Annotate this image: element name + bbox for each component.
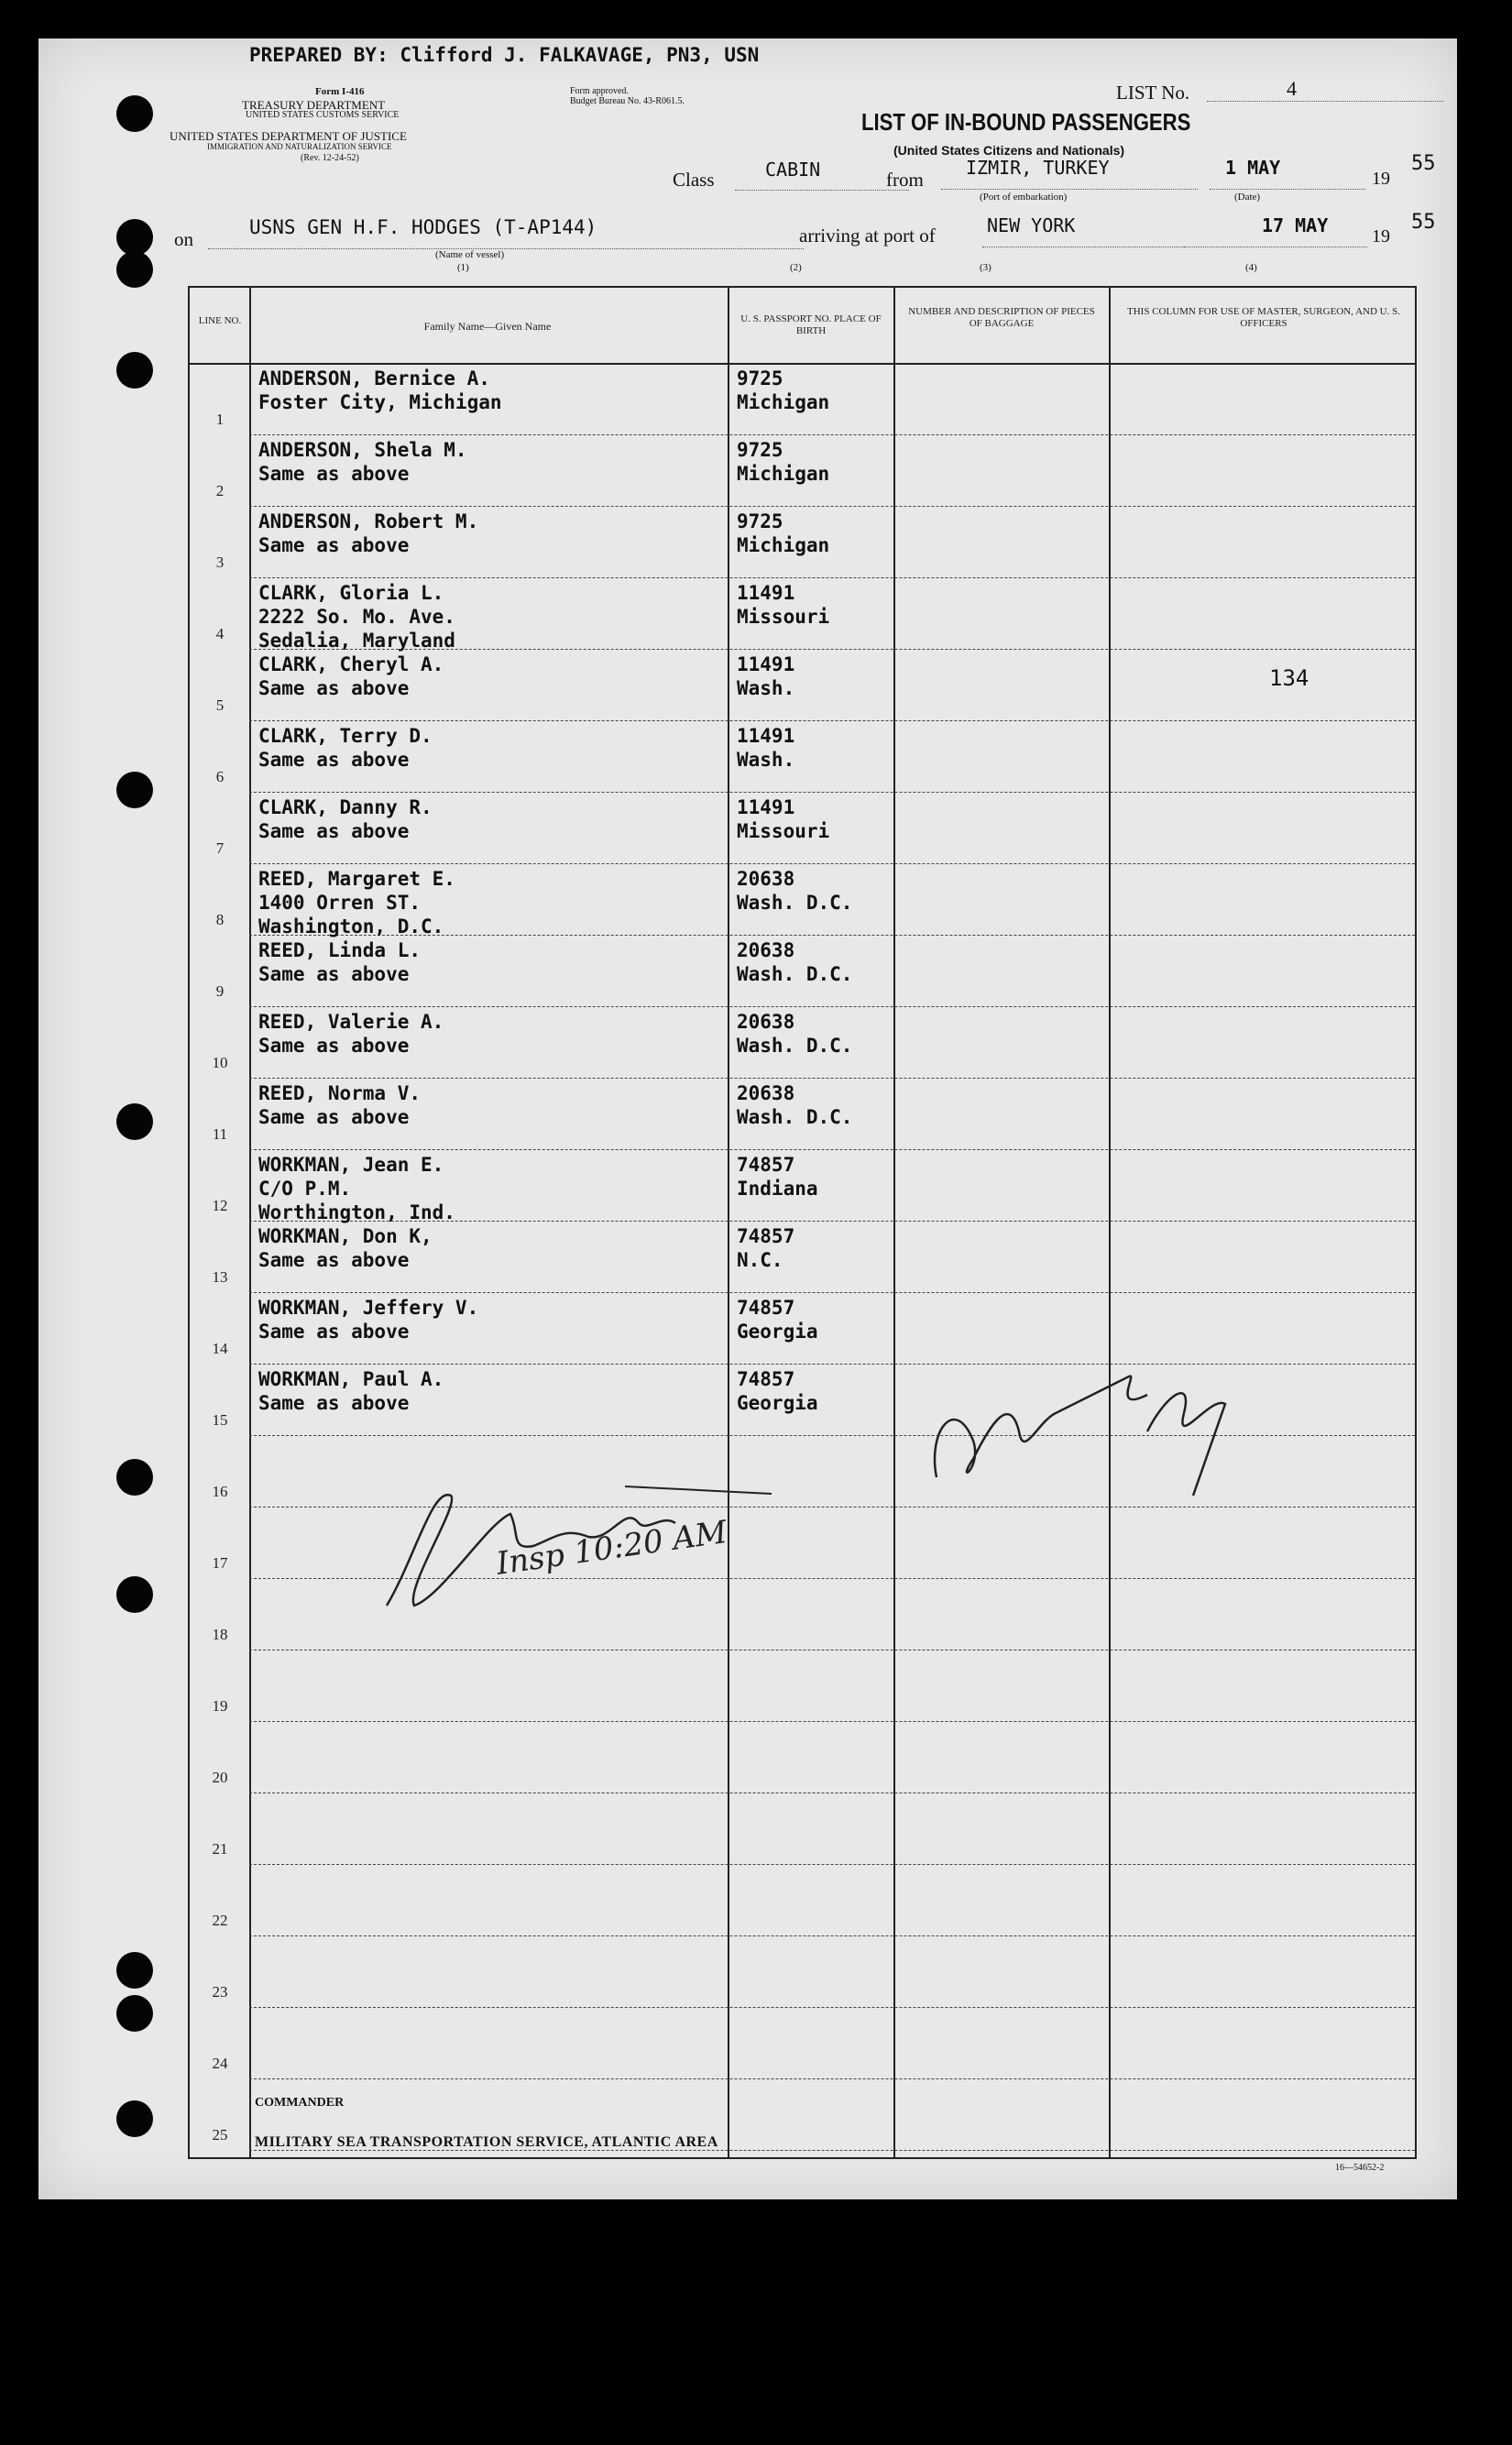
row-divider — [249, 1292, 1415, 1293]
passport-birthplace — [737, 867, 852, 915]
address-line: Same as above — [258, 1392, 410, 1414]
row-divider — [249, 1721, 1415, 1722]
passport-birthplace — [737, 795, 829, 843]
place-of-birth: Indiana — [737, 1178, 818, 1200]
passport-number: 11491 — [737, 653, 795, 675]
passenger-name — [258, 652, 444, 700]
row-divider — [249, 2007, 1415, 2008]
line-number: 19 — [212, 1697, 228, 1715]
row-divider — [249, 1078, 1415, 1079]
passport-number: 20638 — [737, 868, 795, 890]
year-1: 55 — [1411, 152, 1436, 175]
header-officers: THIS COLUMN FOR USE OF MASTER, SURGEON, AND U. S. OFFICERS — [1127, 306, 1400, 329]
address-line: Same as above — [258, 1106, 410, 1128]
line-number: 4 — [215, 625, 225, 642]
passport-number: 9725 — [737, 439, 783, 461]
family-given-name: CLARK, Gloria L. — [258, 582, 444, 604]
dept-customs: UNITED STATES CUSTOMS SERVICE — [246, 110, 400, 120]
passport-birthplace — [737, 1153, 818, 1201]
commander-title: COMMANDER — [255, 2096, 345, 2110]
list-subtitle: (United States Citizens and Nationals) — [893, 143, 1125, 158]
port-embarkation: IZMIR, TURKEY — [966, 157, 1110, 179]
passport-number: 11491 — [737, 725, 795, 747]
place-of-birth: Georgia — [737, 1321, 818, 1343]
family-given-name: REED, Margaret E. — [258, 868, 455, 890]
place-of-birth: Missouri — [737, 820, 830, 842]
row-divider — [249, 434, 1415, 435]
passport-birthplace — [737, 938, 852, 986]
passport-birthplace — [737, 1296, 818, 1343]
col-num-3: (3) — [980, 262, 992, 273]
address-line: Same as above — [258, 963, 410, 985]
passenger-name — [258, 1081, 421, 1129]
place-of-birth: Wash. — [737, 677, 795, 699]
passenger-name — [258, 1010, 444, 1058]
vessel-caption: (Name of vessel) — [435, 249, 505, 260]
line-number: 25 — [212, 2126, 228, 2143]
line-number: 23 — [212, 1983, 228, 2001]
family-given-name: REED, Norma V. — [258, 1082, 422, 1104]
line-number: 22 — [212, 1912, 228, 1929]
form-approved: Form approved. — [570, 86, 629, 96]
address-line: C/O P.M. — [258, 1178, 352, 1200]
passenger-name — [258, 938, 421, 986]
place-of-birth: Michigan — [737, 534, 830, 556]
row-divider — [249, 1006, 1415, 1007]
binder-hole — [116, 1103, 153, 1140]
col-num-1: (1) — [457, 262, 469, 273]
passenger-name — [258, 438, 467, 486]
class-label: Class — [673, 169, 715, 191]
address-line: Foster City, Michigan — [258, 391, 502, 413]
passenger-name — [258, 1296, 478, 1343]
line-number: 5 — [215, 696, 225, 714]
passport-number: 74857 — [737, 1154, 795, 1176]
passport-number: 20638 — [737, 1011, 795, 1033]
header-name: Family Name—Given Name — [423, 320, 552, 333]
binder-hole — [116, 95, 153, 132]
row-divider — [249, 2078, 1415, 2079]
binder-hole — [116, 1576, 153, 1613]
header-baggage: NUMBER AND DESCRIPTION OF PIECES OF BAGGAGE — [908, 306, 1095, 329]
address-line: Same as above — [258, 463, 410, 485]
passenger-name — [258, 581, 455, 652]
binder-hole — [116, 1459, 153, 1496]
class-value: CABIN — [765, 159, 821, 181]
binder-hole — [116, 2100, 153, 2137]
passport-number: 11491 — [737, 796, 795, 818]
passport-number: 20638 — [737, 1082, 795, 1104]
passport-number: 20638 — [737, 939, 795, 961]
list-title: LIST OF IN-BOUND PASSENGERS — [861, 108, 1191, 136]
header-passport: U. S. PASSPORT NO. PLACE OF BIRTH — [740, 313, 882, 336]
place-of-birth: Wash. — [737, 749, 795, 771]
line-number: 16 — [212, 1483, 228, 1500]
on-label: on — [174, 228, 193, 250]
place-of-birth: Missouri — [737, 606, 830, 628]
date-caption: (Date) — [1234, 192, 1261, 203]
form-number: Form I-416 — [315, 86, 365, 97]
line-number: 1 — [215, 411, 225, 428]
family-given-name: WORKMAN, Don K, — [258, 1225, 433, 1247]
binder-hole — [116, 1952, 153, 1989]
passport-number: 74857 — [737, 1297, 795, 1319]
binder-hole — [116, 772, 153, 808]
form-revision: (Rev. 12-24-52) — [301, 153, 359, 163]
place-of-birth: Michigan — [737, 391, 830, 413]
col-num-2: (2) — [790, 262, 802, 273]
place-of-birth: Michigan — [737, 463, 830, 485]
passport-birthplace — [737, 438, 829, 486]
family-given-name: REED, Valerie A. — [258, 1011, 444, 1033]
line-number: 24 — [212, 2055, 228, 2072]
passport-birthplace — [737, 652, 794, 700]
row-divider — [249, 1935, 1415, 1936]
family-given-name: CLARK, Terry D. — [258, 725, 433, 747]
passenger-name — [258, 724, 433, 772]
passport-birthplace — [737, 1081, 852, 1129]
line-number: 14 — [212, 1340, 228, 1357]
passenger-table — [188, 286, 1417, 2159]
passport-number: 9725 — [737, 510, 783, 532]
footer-print-code: 16—54652-2 — [1335, 2163, 1385, 2173]
address-line: Same as above — [258, 749, 410, 771]
year-prefix-2: 19 — [1372, 226, 1390, 247]
line-number: 7 — [215, 839, 225, 857]
list-no-label: LIST No. — [1116, 82, 1190, 104]
family-given-name: CLARK, Cheryl A. — [258, 653, 444, 675]
passport-birthplace — [737, 581, 829, 629]
address-line: Same as above — [258, 1321, 410, 1343]
passport-number: 74857 — [737, 1368, 795, 1390]
passport-birthplace — [737, 1224, 794, 1272]
row-divider — [249, 792, 1415, 793]
year-prefix-1: 19 — [1372, 169, 1390, 189]
handwritten-inspection-note: Insp 10:20 AM — [494, 1513, 729, 1583]
commander-org: MILITARY SEA TRANSPORTATION SERVICE, ATLANTIC AREA — [255, 2134, 718, 2150]
passenger-name — [258, 1224, 433, 1272]
line-number: 21 — [212, 1840, 228, 1858]
binder-hole — [116, 219, 153, 256]
line-number: 20 — [212, 1769, 228, 1786]
row-divider — [249, 506, 1415, 507]
binder-hole — [116, 251, 153, 288]
address-line: 1400 Orren ST. — [258, 892, 422, 914]
line-number: 18 — [212, 1626, 228, 1643]
passenger-name — [258, 795, 433, 843]
dept-justice: UNITED STATES DEPARTMENT OF JUSTICE — [170, 129, 407, 143]
officer-signature — [918, 1358, 1266, 1523]
line-number: 13 — [212, 1268, 228, 1286]
family-given-name: WORKMAN, Jeffery V. — [258, 1297, 479, 1319]
embark-date: 1 MAY — [1225, 157, 1281, 179]
place-of-birth: Georgia — [737, 1392, 818, 1414]
row-divider — [249, 1149, 1415, 1150]
port-embark-caption: (Port of embarkation) — [980, 192, 1068, 203]
row-divider — [249, 863, 1415, 864]
row-divider — [249, 577, 1415, 578]
address-line: Sedalia, Maryland — [258, 630, 455, 652]
line-number: 2 — [215, 482, 225, 499]
passenger-name — [258, 867, 455, 938]
line-number: 12 — [212, 1197, 228, 1214]
list-no-value: 4 — [1287, 77, 1297, 100]
family-given-name: ANDERSON, Bernice A. — [258, 367, 490, 389]
address-line: Same as above — [258, 677, 410, 699]
row-divider — [249, 720, 1415, 721]
passport-birthplace — [737, 724, 794, 772]
dept-treasury: TREASURY DEPARTMENT — [242, 98, 386, 112]
col-num-4: (4) — [1245, 262, 1257, 273]
address-line: Same as above — [258, 820, 410, 842]
place-of-birth: Wash. D.C. — [737, 892, 853, 914]
place-of-birth: N.C. — [737, 1249, 783, 1271]
vessel-name: USNS GEN H.F. HODGES (T-AP144) — [249, 216, 597, 238]
line-number: 17 — [212, 1554, 228, 1572]
line-number: 3 — [215, 554, 225, 571]
manifest-page — [38, 38, 1457, 2199]
passenger-name — [258, 1153, 455, 1224]
line-number: 15 — [212, 1411, 228, 1429]
passport-number: 9725 — [737, 367, 783, 389]
address-line: Worthington, Ind. — [258, 1201, 455, 1223]
binder-hole — [116, 1995, 153, 2032]
dept-immigration: IMMIGRATION AND NATURALIZATION SERVICE — [207, 142, 392, 151]
officer-note: 134 — [1269, 665, 1309, 691]
passenger-name — [258, 1367, 444, 1415]
passport-birthplace — [737, 510, 829, 557]
family-given-name: ANDERSON, Shela M. — [258, 439, 467, 461]
place-of-birth: Wash. D.C. — [737, 1106, 853, 1128]
address-line: Same as above — [258, 1249, 410, 1271]
passenger-name — [258, 510, 478, 557]
line-number: 11 — [212, 1125, 228, 1143]
binder-hole — [116, 352, 153, 389]
header-line-no: LINE NO. — [198, 315, 242, 326]
from-label: from — [886, 169, 924, 191]
year-2: 55 — [1411, 211, 1436, 234]
passport-birthplace — [737, 367, 829, 414]
family-given-name: WORKMAN, Jean E. — [258, 1154, 444, 1176]
row-divider — [249, 1864, 1415, 1865]
passport-birthplace — [737, 1367, 818, 1415]
passport-birthplace — [737, 1010, 852, 1058]
arriving-label: arriving at port of — [799, 225, 936, 247]
arrival-date: 17 MAY — [1262, 214, 1329, 236]
port-arrival: NEW YORK — [987, 214, 1076, 236]
passport-number: 74857 — [737, 1225, 795, 1247]
family-given-name: REED, Linda L. — [258, 939, 422, 961]
place-of-birth: Wash. D.C. — [737, 963, 853, 985]
address-line: Same as above — [258, 1035, 410, 1057]
budget-bureau: Budget Bureau No. 43-R061.5. — [570, 96, 685, 106]
address-line: 2222 So. Mo. Ave. — [258, 606, 455, 628]
prepared-by: PREPARED BY: Clifford J. FALKAVAGE, PN3, USN — [249, 44, 760, 66]
place-of-birth: Wash. D.C. — [737, 1035, 853, 1057]
line-number: 8 — [215, 911, 225, 928]
line-number: 9 — [215, 982, 225, 1000]
line-number: 10 — [212, 1054, 228, 1071]
family-given-name: CLARK, Danny R. — [258, 796, 433, 818]
passenger-name — [258, 367, 502, 414]
address-line: Same as above — [258, 534, 410, 556]
passport-number: 11491 — [737, 582, 795, 604]
address-line: Washington, D.C. — [258, 916, 444, 937]
family-given-name: WORKMAN, Paul A. — [258, 1368, 444, 1390]
line-number: 6 — [215, 768, 225, 785]
family-given-name: ANDERSON, Robert M. — [258, 510, 479, 532]
